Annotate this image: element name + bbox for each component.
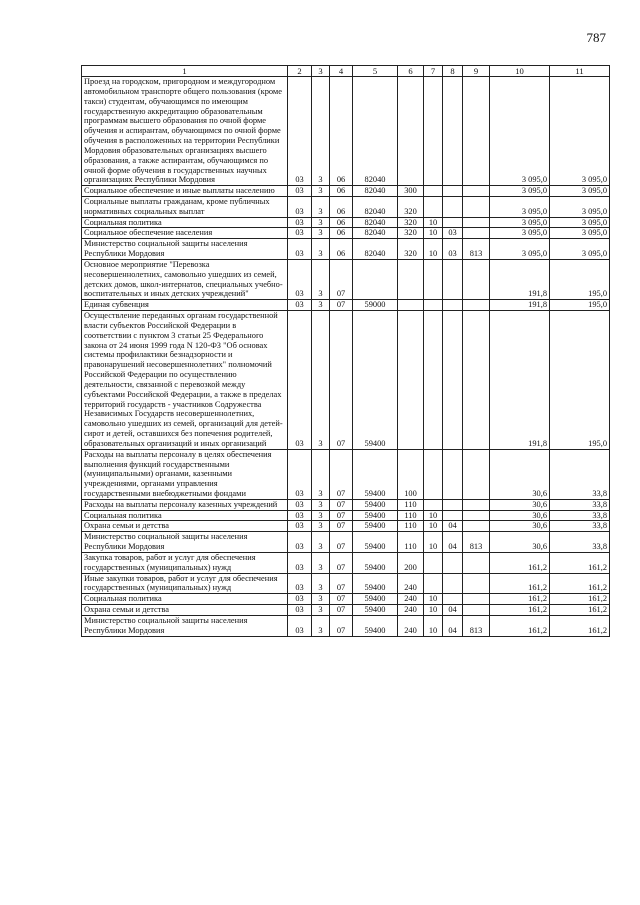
cell-subprogram: 3 [312, 449, 330, 499]
cell-activity: 07 [330, 499, 353, 510]
cell-section [424, 499, 443, 510]
cell-direction: 59400 [353, 510, 398, 521]
cell-activity: 07 [330, 449, 353, 499]
cell-amount-year-2: 161,2 [550, 615, 610, 636]
cell-item-name: Расходы на выплаты персоналу в целях обеспечения выполнения функций государственными (муниципальными) органами, казенными учреждениями, органами управления государственными внебюджетными фондами [82, 449, 288, 499]
cell-amount-year-1: 30,6 [490, 521, 550, 532]
col-header: 10 [490, 66, 550, 77]
cell-expense-type: 110 [398, 532, 424, 553]
col-header: 3 [312, 66, 330, 77]
cell-activity: 07 [330, 594, 353, 605]
cell-ministry [463, 186, 490, 197]
cell-expense-type: 320 [398, 239, 424, 260]
cell-amount-year-2: 3 095,0 [550, 228, 610, 239]
cell-ministry [463, 510, 490, 521]
cell-activity: 07 [330, 300, 353, 311]
header-row [82, 66, 610, 77]
cell-item-name: Осуществление переданных органам государственной власти субъектов Российской Федерации в соответствии с пунктом 3 статьи 25 Федерального закона от 24 июня 1999 года N 120-ФЗ "Об основах системы профилактики безнадзорности и правонарушений несовершеннолетних" полномочий Российской Федерации по осуществлению деятельности, связанной с перевозкой между субъектами Российской Федерации, а также в пределах территорий государств - участников Содружества Независимых Государств несовершеннолетних, самовольно ушедших из семей, организаций для детей-сирот и детей, оставшихся без попечения родителей, образовательных организаций и иных организаций [82, 311, 288, 450]
table-row [82, 77, 610, 186]
cell-expense-type: 100 [398, 449, 424, 499]
cell-subsection: 03 [443, 228, 463, 239]
cell-subsection [443, 196, 463, 217]
cell-item-name: Социальная политика [82, 510, 288, 521]
cell-amount-year-2: 3 095,0 [550, 77, 610, 186]
cell-item-name: Социальные выплаты гражданам, кроме публичных нормативных социальных выплат [82, 196, 288, 217]
cell-amount-year-1: 161,2 [490, 594, 550, 605]
cell-direction: 82040 [353, 217, 398, 228]
cell-amount-year-1: 30,6 [490, 510, 550, 521]
cell-item-name: Закупка товаров, работ и услуг для обеспечения государственных (муниципальных) нужд [82, 552, 288, 573]
cell-item-name: Министерство социальной защиты населения Республики Мордовия [82, 532, 288, 553]
cell-activity: 06 [330, 77, 353, 186]
cell-subprogram: 3 [312, 311, 330, 450]
cell-amount-year-1: 161,2 [490, 615, 550, 636]
page-number: 787 [586, 30, 606, 45]
cell-subprogram: 3 [312, 521, 330, 532]
cell-expense-type: 200 [398, 552, 424, 573]
cell-program: 03 [288, 77, 312, 186]
cell-amount-year-2: 33,8 [550, 532, 610, 553]
cell-activity: 06 [330, 228, 353, 239]
cell-program: 03 [288, 615, 312, 636]
cell-program: 03 [288, 532, 312, 553]
cell-amount-year-1: 3 095,0 [490, 196, 550, 217]
cell-ministry [463, 311, 490, 450]
cell-ministry [463, 300, 490, 311]
cell-direction: 59400 [353, 605, 398, 616]
cell-subprogram: 3 [312, 186, 330, 197]
cell-expense-type [398, 77, 424, 186]
col-header: 8 [443, 66, 463, 77]
cell-direction: 59400 [353, 594, 398, 605]
table-row [82, 196, 610, 217]
table-body [82, 77, 610, 637]
cell-subsection: 04 [443, 532, 463, 553]
col-header: 2 [288, 66, 312, 77]
table-row [82, 615, 610, 636]
cell-direction: 59400 [353, 499, 398, 510]
cell-program: 03 [288, 228, 312, 239]
cell-amount-year-2: 3 095,0 [550, 196, 610, 217]
table-row [82, 311, 610, 450]
table-row [82, 217, 610, 228]
col-header: 11 [550, 66, 610, 77]
cell-amount-year-2: 3 095,0 [550, 186, 610, 197]
cell-activity: 07 [330, 510, 353, 521]
cell-direction: 59400 [353, 311, 398, 450]
cell-section [424, 196, 443, 217]
cell-ministry [463, 196, 490, 217]
cell-item-name: Охрана семьи и детства [82, 605, 288, 616]
cell-subsection: 03 [443, 239, 463, 260]
cell-amount-year-2: 161,2 [550, 594, 610, 605]
table-row [82, 532, 610, 553]
table-row [82, 510, 610, 521]
cell-amount-year-1: 30,6 [490, 449, 550, 499]
cell-section: 10 [424, 605, 443, 616]
cell-item-name: Проезд на городском, пригородном и междугородном автомобильном транспорте общего пользования (кроме такси) студентам, обучающимся по имеющим государственную аккредитацию образовательным программам высшего образования по очной форме обучения и аспирантам, обучающимся по очной форме обучения в расположенных на территории Республики Мордовия образовательных организациях высшего образования, а также аспирантам, обучающимся по очной форме обучения в государственных научных организациях Республики Мордовия [82, 77, 288, 186]
col-header: 5 [353, 66, 398, 77]
cell-direction [353, 259, 398, 299]
cell-program: 03 [288, 552, 312, 573]
cell-direction: 82040 [353, 186, 398, 197]
cell-expense-type [398, 259, 424, 299]
cell-subsection [443, 510, 463, 521]
cell-ministry [463, 521, 490, 532]
cell-program: 03 [288, 311, 312, 450]
cell-direction: 59400 [353, 521, 398, 532]
cell-section [424, 552, 443, 573]
cell-direction: 59000 [353, 300, 398, 311]
cell-amount-year-1: 191,8 [490, 311, 550, 450]
cell-item-name: Основное мероприятие "Перевозка несовершеннолетних, самовольно ушедших из семей, детских домов, школ-интернатов, специальных учебно-воспитательных и иных детских учреждений" [82, 259, 288, 299]
cell-amount-year-2: 3 095,0 [550, 217, 610, 228]
cell-activity: 07 [330, 532, 353, 553]
cell-ministry [463, 449, 490, 499]
cell-program: 03 [288, 594, 312, 605]
cell-direction: 59400 [353, 532, 398, 553]
cell-program: 03 [288, 186, 312, 197]
cell-activity: 06 [330, 239, 353, 260]
cell-subsection [443, 594, 463, 605]
cell-section [424, 311, 443, 450]
cell-direction: 82040 [353, 77, 398, 186]
cell-ministry: 813 [463, 239, 490, 260]
cell-subsection [443, 77, 463, 186]
cell-subprogram: 3 [312, 499, 330, 510]
cell-subsection [443, 573, 463, 594]
cell-item-name: Иные закупки товаров, работ и услуг для обеспечения государственных (муниципальных) нужд [82, 573, 288, 594]
cell-amount-year-1: 3 095,0 [490, 77, 550, 186]
cell-direction: 59400 [353, 552, 398, 573]
table-row [82, 259, 610, 299]
cell-program: 03 [288, 510, 312, 521]
cell-subprogram: 3 [312, 217, 330, 228]
cell-subprogram: 3 [312, 573, 330, 594]
cell-subprogram: 3 [312, 196, 330, 217]
cell-expense-type: 300 [398, 186, 424, 197]
cell-subsection [443, 499, 463, 510]
cell-amount-year-1: 30,6 [490, 532, 550, 553]
cell-amount-year-1: 161,2 [490, 552, 550, 573]
cell-program: 03 [288, 449, 312, 499]
cell-amount-year-2: 195,0 [550, 311, 610, 450]
cell-activity: 07 [330, 615, 353, 636]
cell-activity: 07 [330, 573, 353, 594]
cell-expense-type: 320 [398, 217, 424, 228]
cell-activity: 07 [330, 259, 353, 299]
cell-subsection: 04 [443, 605, 463, 616]
cell-section: 10 [424, 521, 443, 532]
cell-direction: 82040 [353, 228, 398, 239]
cell-item-name: Охрана семьи и детства [82, 521, 288, 532]
cell-subsection [443, 217, 463, 228]
cell-expense-type: 320 [398, 196, 424, 217]
cell-section: 10 [424, 615, 443, 636]
col-header: 1 [82, 66, 288, 77]
table-row [82, 228, 610, 239]
cell-expense-type: 240 [398, 594, 424, 605]
col-header: 7 [424, 66, 443, 77]
cell-direction: 59400 [353, 615, 398, 636]
cell-expense-type: 240 [398, 615, 424, 636]
cell-activity: 06 [330, 196, 353, 217]
cell-expense-type [398, 311, 424, 450]
cell-subprogram: 3 [312, 77, 330, 186]
cell-program: 03 [288, 217, 312, 228]
cell-amount-year-2: 33,8 [550, 521, 610, 532]
cell-program: 03 [288, 239, 312, 260]
cell-item-name: Расходы на выплаты персоналу казенных учреждений [82, 499, 288, 510]
cell-subsection [443, 300, 463, 311]
cell-subsection [443, 449, 463, 499]
cell-activity: 07 [330, 521, 353, 532]
cell-subprogram: 3 [312, 510, 330, 521]
cell-amount-year-1: 30,6 [490, 499, 550, 510]
cell-subsection: 04 [443, 615, 463, 636]
cell-amount-year-1: 161,2 [490, 605, 550, 616]
cell-amount-year-1: 161,2 [490, 573, 550, 594]
col-header: 6 [398, 66, 424, 77]
cell-section [424, 573, 443, 594]
cell-amount-year-2: 161,2 [550, 605, 610, 616]
table-row [82, 521, 610, 532]
cell-item-name: Социальное обеспечение населения [82, 228, 288, 239]
table-row [82, 300, 610, 311]
cell-program: 03 [288, 499, 312, 510]
cell-section [424, 186, 443, 197]
cell-ministry: 813 [463, 615, 490, 636]
cell-ministry [463, 217, 490, 228]
table-row [82, 186, 610, 197]
cell-expense-type: 110 [398, 510, 424, 521]
cell-amount-year-2: 161,2 [550, 552, 610, 573]
cell-subsection [443, 311, 463, 450]
cell-activity: 06 [330, 217, 353, 228]
cell-amount-year-1: 191,8 [490, 300, 550, 311]
cell-subprogram: 3 [312, 239, 330, 260]
cell-subsection: 04 [443, 521, 463, 532]
cell-section: 10 [424, 239, 443, 260]
cell-subsection [443, 552, 463, 573]
table-row [82, 239, 610, 260]
col-header: 9 [463, 66, 490, 77]
cell-program: 03 [288, 521, 312, 532]
cell-expense-type: 110 [398, 521, 424, 532]
col-header: 4 [330, 66, 353, 77]
cell-item-name: Единая субвенция [82, 300, 288, 311]
cell-section [424, 77, 443, 186]
cell-direction: 59400 [353, 449, 398, 499]
cell-amount-year-1: 3 095,0 [490, 228, 550, 239]
cell-program: 03 [288, 573, 312, 594]
cell-section: 10 [424, 532, 443, 553]
cell-program: 03 [288, 196, 312, 217]
cell-subsection [443, 186, 463, 197]
cell-ministry [463, 605, 490, 616]
table-row [82, 499, 610, 510]
cell-ministry [463, 573, 490, 594]
cell-amount-year-2: 195,0 [550, 259, 610, 299]
cell-ministry [463, 228, 490, 239]
cell-amount-year-2: 33,8 [550, 449, 610, 499]
cell-section: 10 [424, 510, 443, 521]
cell-section: 10 [424, 228, 443, 239]
table-row [82, 552, 610, 573]
cell-amount-year-2: 33,8 [550, 510, 610, 521]
cell-activity: 07 [330, 552, 353, 573]
cell-section [424, 300, 443, 311]
cell-section [424, 259, 443, 299]
cell-section: 10 [424, 594, 443, 605]
cell-activity: 07 [330, 605, 353, 616]
cell-subprogram: 3 [312, 300, 330, 311]
budget-table [81, 65, 610, 637]
cell-direction: 82040 [353, 196, 398, 217]
cell-program: 03 [288, 300, 312, 311]
cell-amount-year-2: 33,8 [550, 499, 610, 510]
cell-subprogram: 3 [312, 552, 330, 573]
cell-amount-year-2: 3 095,0 [550, 239, 610, 260]
cell-expense-type: 240 [398, 605, 424, 616]
cell-amount-year-2: 195,0 [550, 300, 610, 311]
cell-ministry [463, 594, 490, 605]
cell-expense-type [398, 300, 424, 311]
cell-direction: 59400 [353, 573, 398, 594]
cell-item-name: Социальная политика [82, 594, 288, 605]
cell-item-name: Социальная политика [82, 217, 288, 228]
cell-expense-type: 320 [398, 228, 424, 239]
cell-subprogram: 3 [312, 532, 330, 553]
table-row [82, 573, 610, 594]
table-row [82, 449, 610, 499]
cell-item-name: Социальное обеспечение и иные выплаты населению [82, 186, 288, 197]
cell-activity: 07 [330, 311, 353, 450]
cell-amount-year-1: 3 095,0 [490, 239, 550, 260]
cell-ministry [463, 552, 490, 573]
cell-ministry [463, 499, 490, 510]
cell-subprogram: 3 [312, 259, 330, 299]
cell-expense-type: 240 [398, 573, 424, 594]
cell-subprogram: 3 [312, 228, 330, 239]
cell-amount-year-1: 3 095,0 [490, 186, 550, 197]
cell-subsection [443, 259, 463, 299]
cell-ministry: 813 [463, 532, 490, 553]
table-row [82, 605, 610, 616]
cell-item-name: Министерство социальной защиты населения Республики Мордовия [82, 239, 288, 260]
cell-expense-type: 110 [398, 499, 424, 510]
cell-direction: 82040 [353, 239, 398, 260]
cell-section [424, 449, 443, 499]
cell-amount-year-2: 161,2 [550, 573, 610, 594]
cell-activity: 06 [330, 186, 353, 197]
cell-subprogram: 3 [312, 605, 330, 616]
cell-program: 03 [288, 259, 312, 299]
cell-subprogram: 3 [312, 615, 330, 636]
cell-item-name: Министерство социальной защиты населения Республики Мордовия [82, 615, 288, 636]
cell-subprogram: 3 [312, 594, 330, 605]
cell-amount-year-1: 191,8 [490, 259, 550, 299]
cell-ministry [463, 259, 490, 299]
cell-amount-year-1: 3 095,0 [490, 217, 550, 228]
cell-program: 03 [288, 605, 312, 616]
cell-ministry [463, 77, 490, 186]
table-row [82, 594, 610, 605]
cell-section: 10 [424, 217, 443, 228]
